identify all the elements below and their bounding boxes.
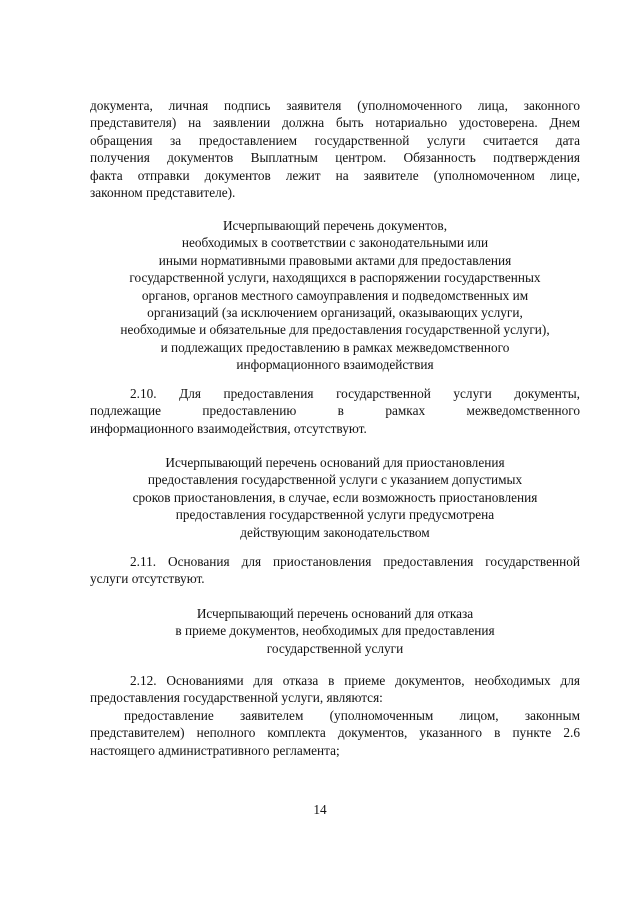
- paragraph-2-11: [90, 553, 580, 588]
- text-line: услуги отсутствуют.: [90, 571, 205, 587]
- heading-line: Исчерпывающий перечень оснований для приостановления: [165, 455, 505, 470]
- text-line: законном представителе).: [90, 184, 236, 200]
- heading-line: иными нормативными правовыми актами для предоставления: [158, 252, 512, 268]
- text-line: факта отправки документов лежит на заявителе (уполномоченном лице,: [90, 167, 580, 183]
- text-line: подлежащие предоставлению в рамках межведомственного: [90, 403, 580, 419]
- text-line: документа, личная подпись заявителя (уполномоченного лица, законного: [90, 98, 580, 113]
- heading-line: государственной услуги: [266, 640, 404, 656]
- paragraph-2-12: [90, 672, 580, 759]
- heading-line: Исчерпывающий перечень документов,: [222, 218, 448, 233]
- heading-line: предоставления государственной услуги предусмотрена: [175, 507, 495, 523]
- text-line: обращения за предоставлением государственной услуги считается дата: [90, 132, 580, 148]
- heading-line: в приеме документов, необходимых для предоставления: [175, 623, 495, 639]
- text-line: настоящего административного регламента;: [90, 742, 340, 758]
- heading-line: необходимых в соответствии с законодательными или: [181, 235, 489, 251]
- page-number: 14: [313, 802, 327, 817]
- text-line: представителя) на заявлении должна быть нотариально удостоверена. Днем: [90, 115, 580, 131]
- section-heading-documents-list: [90, 217, 580, 374]
- heading-line: действующим законодательством: [240, 524, 430, 540]
- text-line: предоставления государственной услуги, являются:: [90, 690, 383, 706]
- text-line: информационного взаимодействия, отсутствуют.: [90, 420, 367, 436]
- section-heading-refusal: [90, 605, 580, 657]
- text-line: 2.10. Для предоставления государственной услуги документы,: [130, 386, 580, 401]
- text-line: 2.12. Основаниями для отказа в приеме документов, необходимых для: [130, 673, 580, 688]
- text-line: представителем) неполного комплекта документов, указанного в пункте 2.6: [90, 725, 580, 741]
- heading-line: и подлежащих предоставлению в рамках межведомственного: [160, 339, 510, 355]
- heading-line: информационного взаимодействия: [236, 357, 434, 373]
- text-line: получения документов Выплатным центром. Обязанность подтверждения: [90, 150, 580, 166]
- heading-line: органов, органов местного самоуправления и подведомственных им: [141, 287, 529, 303]
- heading-line: организаций (за исключением организаций, оказывающих услуги,: [147, 304, 523, 320]
- intro-paragraph: [90, 97, 580, 201]
- paragraph-2-10: [90, 385, 580, 437]
- heading-line: предоставления государственной услуги с указанием допустимых: [147, 472, 523, 488]
- text-line: предоставление заявителем (уполномоченным лицом, законным: [124, 707, 580, 723]
- heading-line: необходимые и обязательные для предоставления государственной услуги),: [120, 322, 550, 338]
- heading-line: сроков приостановления, в случае, если возможность приостановления: [132, 489, 538, 505]
- section-heading-suspension: [90, 454, 580, 541]
- heading-line: государственной услуги, находящихся в распоряжении государственных: [129, 270, 541, 286]
- text-line: 2.11. Основания для приостановления предоставления государственной: [130, 554, 580, 569]
- heading-line: Исчерпывающий перечень оснований для отказа: [196, 606, 474, 621]
